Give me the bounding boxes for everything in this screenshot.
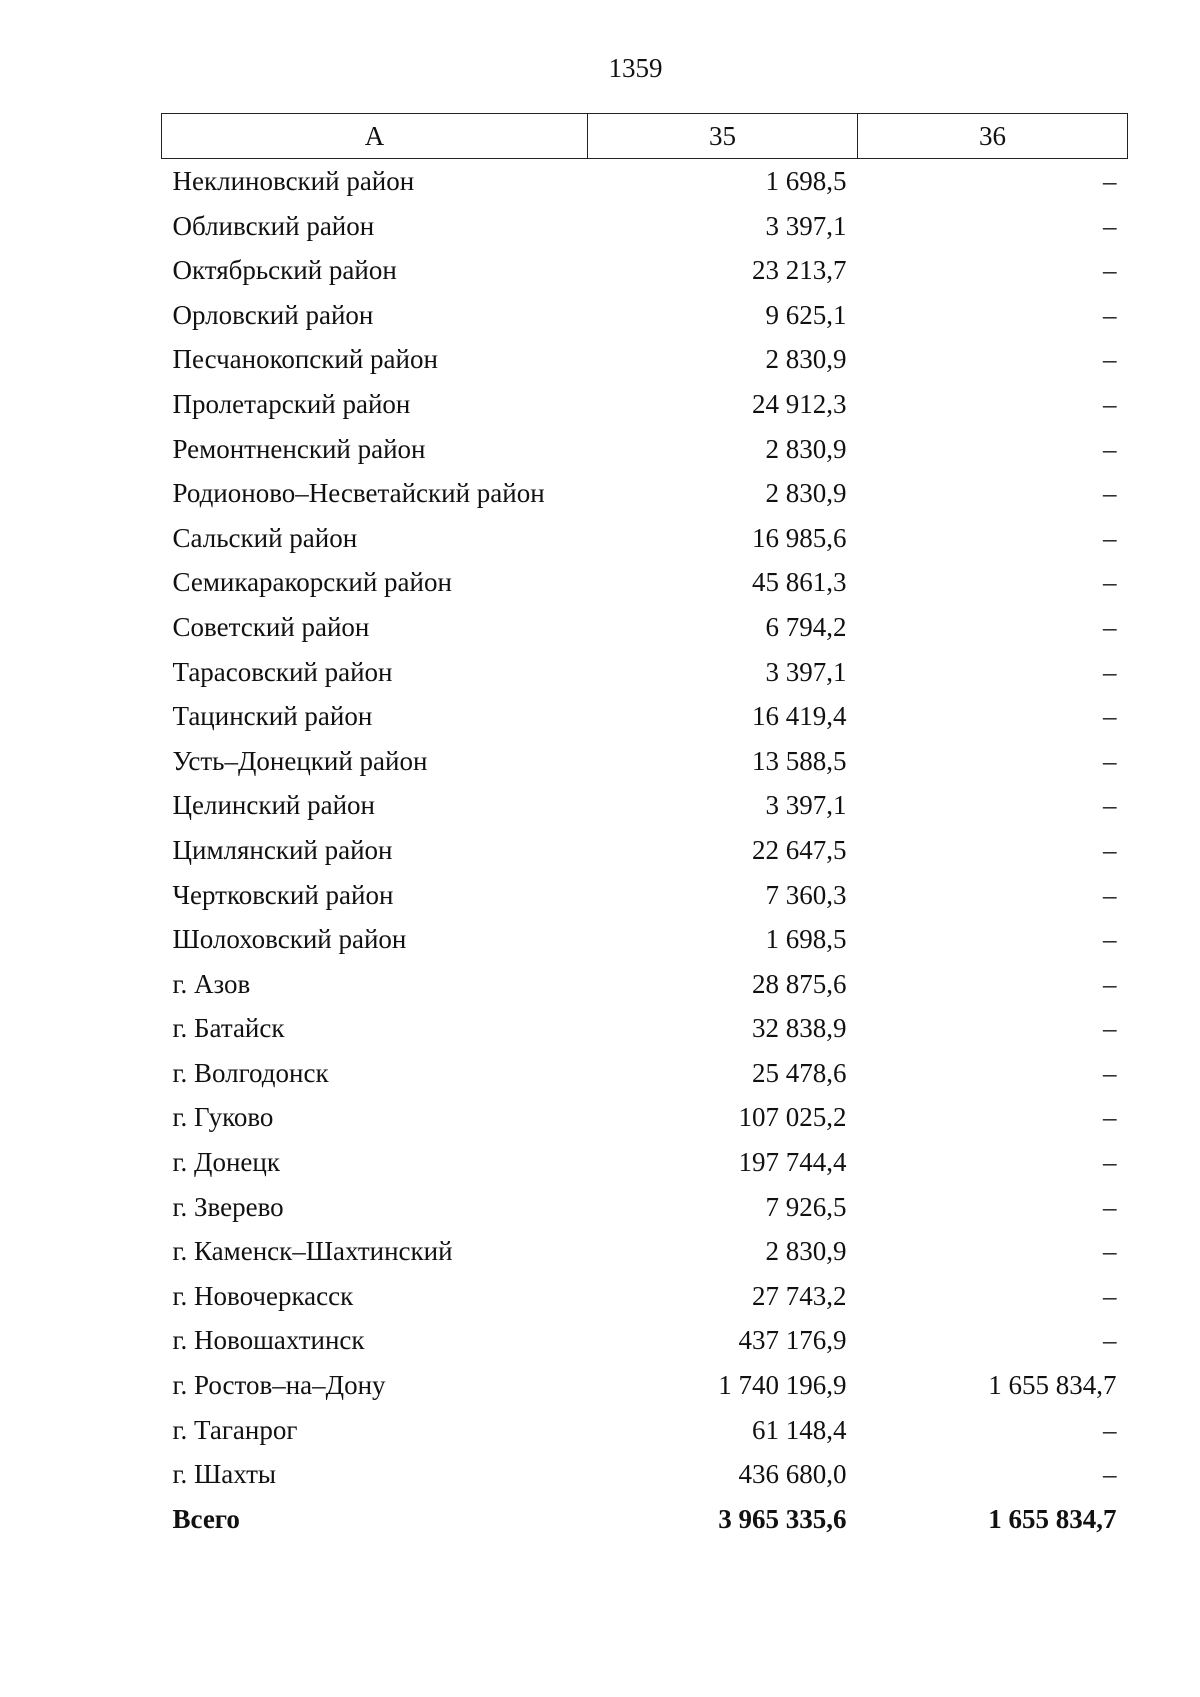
row-name: г. Азов [172, 968, 251, 999]
row-value-35: 13 588,5 [752, 745, 847, 776]
row-value-36: – [1103, 166, 1117, 196]
row-value-36: – [1103, 433, 1117, 464]
row-name: Орловский район [172, 299, 374, 330]
row-value-36: – [1103, 924, 1117, 955]
table-row [162, 962, 1128, 1007]
row-name: Родионово–Несветайский район [172, 478, 545, 509]
total-label: Всего [172, 1503, 240, 1534]
row-value-36: – [1103, 522, 1117, 553]
row-value-35: 22 647,5 [752, 834, 847, 865]
table-row [162, 1140, 1128, 1185]
row-value-35: 61 148,4 [752, 1414, 847, 1445]
table-row [162, 828, 1128, 873]
table-row [162, 560, 1128, 605]
table-row [162, 739, 1128, 784]
row-value-35: 9 625,1 [765, 299, 847, 330]
row-name: г. Таганрог [172, 1414, 298, 1445]
row-value-35: 437 176,9 [738, 1325, 847, 1356]
row-name: г. Волгодонск [172, 1057, 329, 1088]
row-value-35: 16 985,6 [752, 522, 847, 553]
table-row [162, 1006, 1128, 1051]
row-value-36: – [1103, 834, 1117, 865]
row-value-35: 24 912,3 [752, 388, 847, 419]
row-value-35: 23 213,7 [752, 255, 847, 286]
total-value-36: 1 655 834,7 [988, 1503, 1117, 1534]
table-row [162, 873, 1128, 918]
row-name: Сальский район [172, 522, 358, 553]
table-row [162, 783, 1128, 828]
row-value-36: – [1103, 1414, 1117, 1445]
row-name: Цимлянский район [172, 834, 393, 865]
table-row [162, 204, 1128, 249]
row-value-36: – [1103, 1147, 1117, 1178]
row-value-35: 1 740 196,9 [718, 1370, 847, 1401]
row-value-36: – [1103, 701, 1117, 732]
row-name: Обливский район [172, 210, 375, 241]
table-row [162, 650, 1128, 695]
total-value-35: 3 965 335,6 [718, 1503, 847, 1534]
row-value-35: 2 830,9 [765, 344, 847, 375]
row-name: г. Ростов–на–Дону [172, 1370, 386, 1401]
table-row [162, 1095, 1128, 1140]
row-value-36: – [1103, 210, 1117, 241]
row-name: г. Зверево [172, 1191, 284, 1222]
header-cell-a: А [162, 114, 588, 159]
header-cell-35: 35 [588, 114, 858, 159]
row-name: г. Новочеркасск [172, 1280, 354, 1311]
row-name: Советский район [172, 611, 370, 642]
row-value-35: 1 698,5 [765, 166, 847, 196]
row-value-36: – [1103, 1280, 1117, 1311]
row-value-35: 6 794,2 [765, 611, 847, 642]
row-value-35: 25 478,6 [752, 1057, 847, 1088]
table-row [162, 694, 1128, 739]
page-number [0, 50, 1200, 86]
row-value-35: 197 744,4 [738, 1147, 847, 1178]
table-header [162, 114, 1128, 159]
row-value-35: 45 861,3 [752, 567, 847, 598]
row-value-36: – [1103, 968, 1117, 999]
row-value-36: – [1103, 790, 1117, 821]
row-name: Целинский район [172, 790, 375, 821]
row-name: Семикаракорский район [172, 567, 452, 598]
header-cell-36: 36 [858, 114, 1128, 159]
row-value-36: – [1103, 1325, 1117, 1356]
row-value-35: 16 419,4 [752, 701, 847, 732]
table-row [162, 337, 1128, 382]
table-row [162, 1408, 1128, 1453]
table-row [162, 293, 1128, 338]
row-value-35: 2 830,9 [765, 1236, 847, 1267]
row-name: Неклиновский район [172, 166, 415, 196]
table-row [162, 248, 1128, 293]
table-body [162, 159, 1128, 1542]
row-name: Тарасовский район [172, 656, 393, 687]
row-value-35: 436 680,0 [738, 1459, 847, 1490]
table-row [162, 382, 1128, 427]
row-value-36: – [1103, 478, 1117, 509]
row-value-36: – [1103, 1057, 1117, 1088]
table-row [162, 1185, 1128, 1230]
row-value-36: – [1103, 1013, 1117, 1044]
row-value-35: 28 875,6 [752, 968, 847, 999]
row-name: г. Шахты [172, 1459, 277, 1490]
table-row [162, 1452, 1128, 1497]
table-row [162, 1051, 1128, 1096]
table-row [162, 1363, 1128, 1408]
row-value-36: – [1103, 299, 1117, 330]
row-name: Чертковский район [172, 879, 394, 910]
row-value-36: – [1103, 1102, 1117, 1133]
row-value-36: – [1103, 388, 1117, 419]
row-name: Пролетарский район [172, 388, 411, 419]
row-name: Усть–Донецкий район [172, 745, 428, 776]
row-value-36: – [1103, 745, 1117, 776]
row-name: Песчанокопский район [172, 344, 438, 375]
row-value-35: 7 926,5 [765, 1191, 847, 1222]
total-row [162, 1497, 1128, 1542]
table-row [162, 605, 1128, 650]
row-value-35: 32 838,9 [752, 1013, 847, 1044]
row-value-36: – [1103, 1236, 1117, 1267]
header-row [162, 114, 1128, 159]
row-value-36: – [1103, 1459, 1117, 1490]
row-name: Октябрьский район [172, 255, 397, 286]
table-row [162, 917, 1128, 962]
row-value-35: 7 360,3 [765, 879, 847, 910]
table-row [162, 516, 1128, 561]
row-name: Тацинский район [172, 701, 373, 732]
row-value-36: – [1103, 567, 1117, 598]
row-value-35: 2 830,9 [765, 478, 847, 509]
row-value-35: 3 397,1 [765, 656, 847, 687]
row-value-36: – [1103, 879, 1117, 910]
row-name: Ремонтненский район [172, 433, 426, 464]
row-value-35: 3 397,1 [765, 790, 847, 821]
table-row [162, 1229, 1128, 1274]
row-value-36: 1 655 834,7 [988, 1370, 1117, 1401]
allocation-table [161, 113, 1128, 1541]
table-row [162, 471, 1128, 516]
row-name: г. Каменск–Шахтинский [172, 1236, 453, 1267]
row-name: г. Гуково [172, 1102, 274, 1133]
row-value-35: 27 743,2 [752, 1280, 847, 1311]
table-row [162, 159, 1128, 204]
row-value-36: – [1103, 611, 1117, 642]
row-name: г. Батайск [172, 1013, 285, 1044]
row-value-35: 2 830,9 [765, 433, 847, 464]
row-value-36: – [1103, 255, 1117, 286]
row-name: Шолоховский район [172, 924, 407, 955]
row-name: г. Донецк [172, 1147, 280, 1178]
table-row [162, 1318, 1128, 1363]
page-number-text: 1359 [608, 53, 663, 83]
row-value-36: – [1103, 1191, 1117, 1222]
row-value-35: 107 025,2 [738, 1102, 847, 1133]
row-value-36: – [1103, 344, 1117, 375]
table-row [162, 427, 1128, 472]
row-name: г. Новошахтинск [172, 1325, 365, 1356]
row-value-36: – [1103, 656, 1117, 687]
row-value-35: 1 698,5 [765, 924, 847, 955]
table-row [162, 1274, 1128, 1319]
row-value-35: 3 397,1 [765, 210, 847, 241]
